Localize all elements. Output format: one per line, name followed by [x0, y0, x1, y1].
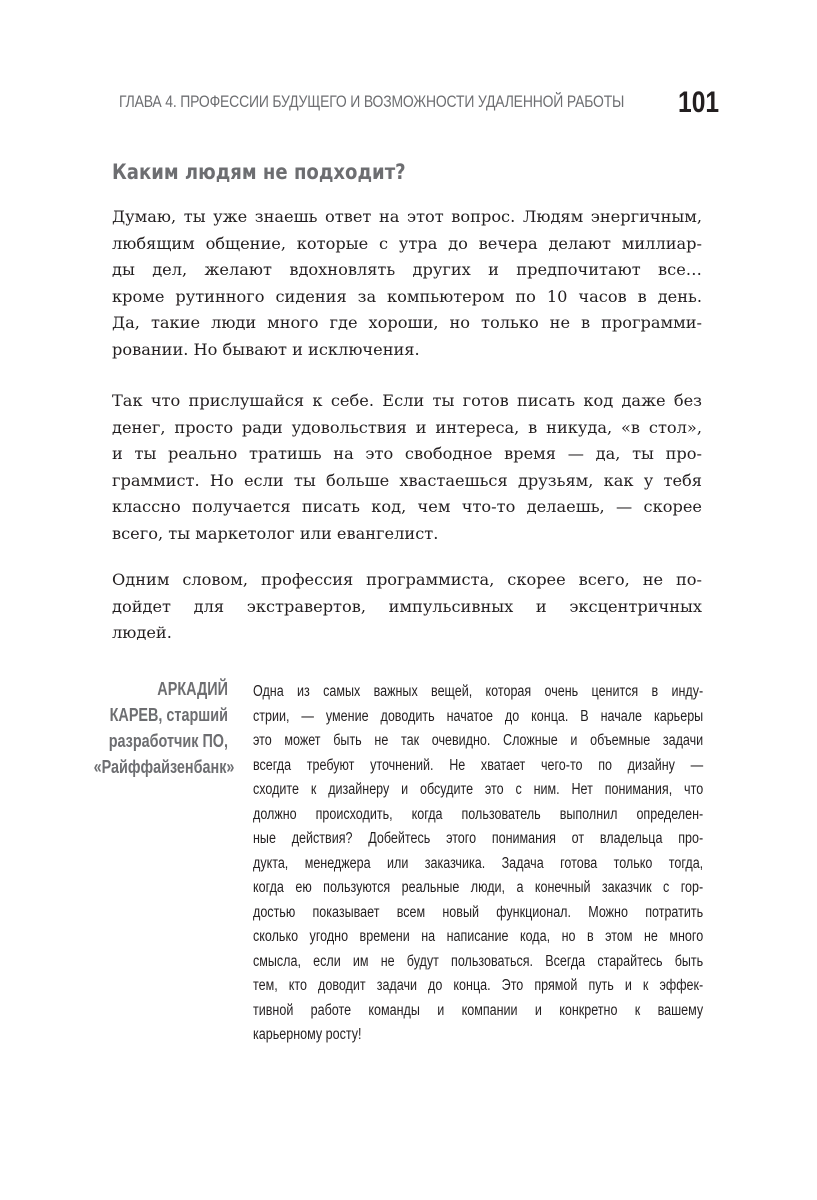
attribution-line: «Райффайзенбанк»: [93, 757, 235, 777]
quote-line: ные действия? Добейтесь этого понимания от владельца про-: [253, 830, 704, 847]
quote-line: должно происходить, когда пользователь выполнил определен-: [253, 805, 704, 823]
text-line: кроме рутинного сидения за компьютером по 10 часов в день.: [112, 286, 702, 306]
text-line: граммист. Но если ты больше хвастаешься друзьям, как у тебя: [112, 470, 702, 490]
paragraph-1: [112, 204, 702, 364]
quote-line: карьерному росту!: [253, 1026, 362, 1043]
quote-line: это может быть не так очевидно. Сложные и объемные задачи: [253, 732, 704, 749]
text-line: Да, такие люди много где хороши, но только не в программи-: [112, 313, 702, 333]
attribution-line: разработчик ПО,: [108, 731, 228, 751]
quote-line: достью показывает всем новый функционал. Можно потратить: [253, 903, 704, 921]
paragraph-2: [112, 388, 702, 548]
quote-line: Одна из самых важных вещей, которая очень ценится в инду-: [253, 683, 704, 700]
quote-line: тивной работе команды и компании и конкретно к вашему: [253, 1001, 704, 1019]
text-line: классно получается писать код, чем что-то делаешь, — скорее: [112, 497, 702, 517]
section-heading: Каким людям не подходит?: [112, 160, 406, 184]
text-line: ды дел, желают вдохновлять других и предпочитают все…: [112, 260, 702, 280]
text-line: всего, ты маркетолог или евангелист.: [112, 523, 439, 543]
text-line: дойдет для экстравертов, импульсивных и эксцентричных: [112, 596, 702, 616]
quote-line: сходите к дизайнеру и обсудите это с ним. Нет понимания, что: [253, 781, 704, 798]
text-line: Так что прислушайся к себе. Если ты готов писать код даже без: [112, 391, 702, 410]
quote-line: дукта, менеджера или заказчика. Задача готова только тогда,: [253, 854, 704, 872]
running-header: [119, 86, 719, 122]
quote-line: стрии, — умение доводить начатое до конца. В начале карьеры: [253, 707, 704, 725]
page-number: 101: [677, 86, 719, 119]
quote-line: тем, кто доводит задачи до конца. Это прямой путь и к эффек-: [253, 977, 704, 994]
text-line: и ты реально тратишь на это свободное время — да, ты про-: [112, 444, 702, 464]
text-line: денег, просто ради удовольствия и интереса, в никуда, «в стол»,: [112, 417, 702, 437]
attribution-line: КАРЕВ, старший: [109, 705, 228, 725]
text-line: людей.: [112, 623, 172, 643]
quote-line: всегда требуют уточнений. Не хватает чего-то по дизайну —: [253, 756, 704, 774]
text-line: Одним словом, профессия программиста, скорее всего, не по-: [112, 570, 702, 589]
expert-quote: [253, 680, 703, 1048]
attribution-line: АРКАДИЙ: [157, 679, 228, 699]
quote-attribution: [60, 676, 235, 780]
text-line: ровании. Но бывают и исключения.: [112, 339, 420, 359]
quote-line: сколько угодно времени на написание кода, но в этом не много: [253, 928, 704, 945]
text-line: любящим общение, которые с утра до вечера делают миллиар-: [112, 233, 702, 253]
paragraph-3: [112, 567, 702, 647]
quote-line: смысла, если им не будут пользоваться. Всегда старайтесь быть: [253, 952, 704, 970]
text-line: Думаю, ты уже знаешь ответ на этот вопрос. Людям энергичным,: [112, 207, 702, 226]
quote-line: когда ею пользуются реальные люди, а конечный заказчик с гор-: [253, 879, 704, 896]
chapter-title: ГЛАВА 4. ПРОФЕССИИ БУДУЩЕГО И ВОЗМОЖНОСТИ УДАЛЕННОЙ РАБОТЫ: [119, 92, 625, 111]
